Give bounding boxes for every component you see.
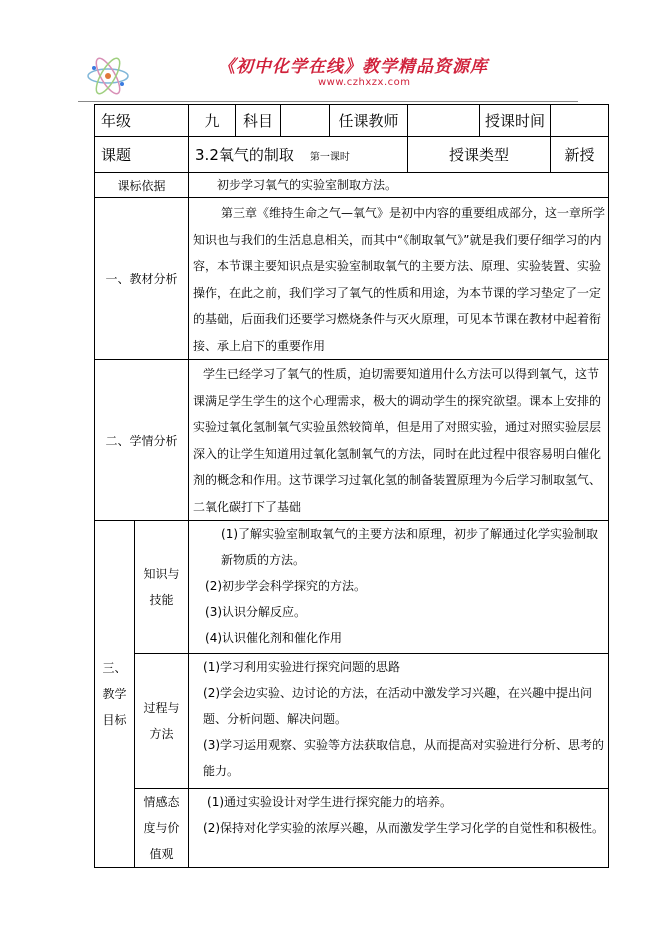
brand-title: 《初中化学在线》教学精品资源库 (218, 57, 488, 77)
page-header (0, 0, 661, 105)
knowledge-item: (1)了解实验室制取氧气的主要方法和原理，初步了解通过化学实验制取新物质的方法。 (221, 527, 599, 567)
header-divider (78, 101, 578, 102)
site-url: www.czhxzx.com (318, 77, 411, 88)
teacher-value (408, 105, 480, 137)
process-item: (3)学习运用观察、实验等方法获取信息，从而提高对实验进行分析、思考的能力。 (203, 738, 605, 778)
emotion-item: (2)保持对化学实验的浓厚兴趣，从而激发学生学习化学的自觉性和积极性。 (203, 821, 605, 835)
material-label: 一、教材分析 (95, 198, 189, 360)
goals-label (95, 521, 135, 868)
goals-label-line-1: 三、 (102, 661, 127, 675)
time-value (551, 105, 609, 137)
topic-cell (189, 137, 408, 173)
type-label: 授课类型 (408, 137, 551, 173)
goals-label-line-3: 目标 (102, 713, 127, 727)
grade-value: 九 (189, 105, 236, 137)
topic-label: 课题 (95, 137, 189, 173)
knowledge-label-line-2: 技能 (149, 593, 174, 607)
process-label (135, 654, 189, 789)
knowledge-item: (2)初步学会科学探究的方法。 (205, 579, 367, 593)
subject-label: 科目 (236, 105, 281, 137)
standard-text: 初步学习氧气的实验室制取方法。 (189, 173, 609, 198)
knowledge-item: (4)认识催化剂和催化作用 (205, 631, 343, 645)
standard-label: 课标依据 (95, 173, 189, 198)
student-text: 学生已经学习了氧气的性质，迫切需要知道用什么方法可以得到氧气，这节课满足学生学生的这个心理需求，极大的调动学生的探究欲望。课本上安排的实验过氧化氢制氧气实验虽然较简单，但是用了对照实验，通过对照实验层层深入的让学生知道用过氧化氢制氧气的方法，同时在此过程中很容易明白催化剂的概念和作用。这节课学习过氧化氢的制备装置原理为今后学习制取氢气、二氧化碳打下了基础 (189, 360, 609, 521)
knowledge-label-line-1: 知识与 (143, 567, 180, 581)
emotion-items (189, 789, 609, 868)
process-item: (1)学习利用实验进行探究问题的思路 (203, 660, 401, 674)
teacher-label: 任课教师 (330, 105, 408, 137)
molecule-logo-icon (84, 56, 132, 96)
lesson-plan-table (94, 104, 609, 868)
material-text: 第三章《维持生命之气—氧气》是初中内容的重要组成部分，这一章所学知识也与我们的生活息息相关，而其中“《制取氧气》”就是我们要仔细学习的内容，本节课主要知识点是实验室制取氧气的主要方法、原理、实验装置、实验操作，在此之前，我们学习了氧气的性质和用途，为本节课的学习垫定了一定的基础，后面我们还要学习燃烧条件与灭火原理，可见本节课在教材中起着衔接、承上启下的重要作用 (189, 198, 609, 360)
process-label-line-2: 方法 (149, 727, 174, 741)
lesson-number: 第一课时 (309, 152, 350, 163)
emotion-label-line-2: 度与价 (143, 821, 180, 835)
knowledge-label (135, 521, 189, 654)
emotion-label (135, 789, 189, 868)
knowledge-items (189, 521, 609, 654)
knowledge-item: (3)认识分解反应。 (205, 605, 307, 619)
emotion-label-line-3: 值观 (149, 847, 174, 861)
topic-value: 3.2氧气的制取 (195, 146, 294, 164)
process-item: (2)学会边实验、边讨论的方法，在活动中激发学习兴趣，在兴趣中提出问题、分析问题、解决问题。 (203, 686, 593, 726)
emotion-label-line-1: 情感态 (143, 795, 180, 809)
goals-label-line-2: 教学 (102, 687, 127, 701)
student-label: 二、学情分析 (95, 360, 189, 521)
process-label-line-1: 过程与 (143, 701, 180, 715)
time-label: 授课时间 (480, 105, 551, 137)
type-value: 新授 (551, 137, 609, 173)
process-items (189, 654, 609, 789)
grade-label: 年级 (95, 105, 189, 137)
subject-value (281, 105, 330, 137)
emotion-item: (1)通过实验设计对学生进行探究能力的培养。 (207, 795, 453, 809)
